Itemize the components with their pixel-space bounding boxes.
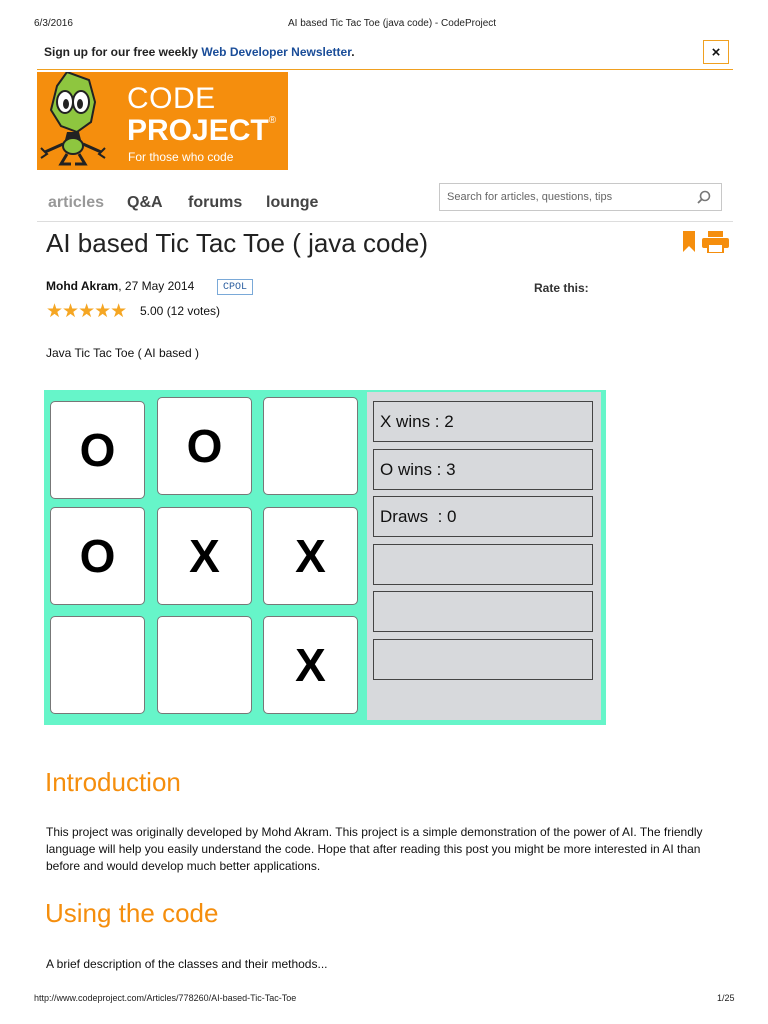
score-panel [367, 392, 601, 720]
score-box [373, 591, 593, 632]
codeproject-logo[interactable] [37, 72, 288, 170]
nav-divider [37, 221, 733, 222]
article-title: AI based Tic Tac Toe ( java code) [46, 228, 429, 258]
search-icon[interactable] [697, 190, 711, 204]
score-box: Draws : 0 [373, 496, 593, 537]
rate-label: Rate this: [534, 281, 589, 295]
board-cell [263, 397, 358, 495]
newsletter-link[interactable]: Web Developer Newsletter [201, 45, 352, 59]
score-box: O wins : 3 [373, 449, 593, 490]
print-page: 1/25 [717, 993, 735, 1003]
print-url: http://www.codeproject.com/Articles/778260/AI-based-Tic-Tac-Toe [34, 993, 297, 1003]
logo-registered: ® [268, 115, 277, 126]
rating-value: 5.00 (12 votes) [140, 304, 221, 318]
print-title: AI based Tic Tac Toe (java code) - CodeProject [288, 18, 497, 29]
logo-project-text: PROJECT [127, 114, 269, 147]
header-divider [37, 69, 733, 70]
search-input[interactable] [447, 191, 687, 203]
board-cell: O [50, 401, 145, 499]
nav-qa[interactable]: Q&A [127, 194, 163, 211]
board-cell: O [157, 397, 252, 495]
print-icon[interactable] [702, 231, 729, 253]
tictactoe-screenshot [44, 390, 606, 725]
close-icon: × [711, 43, 721, 61]
board-cell [157, 616, 252, 714]
score-box: X wins : 2 [373, 401, 593, 442]
nav-articles[interactable]: articles [48, 194, 105, 211]
close-newsletter-button[interactable] [703, 40, 729, 64]
intro-heading: Introduction [45, 767, 181, 797]
nav-forums[interactable]: forums [188, 194, 243, 211]
newsletter-banner [44, 45, 355, 59]
bookmark-icon[interactable] [682, 231, 696, 253]
board-cell: O [50, 507, 145, 605]
logo-project [127, 116, 276, 146]
board-cell: X [263, 616, 358, 714]
nav-lounge[interactable]: lounge [266, 194, 319, 211]
article-date: , 27 May 2014 [118, 279, 195, 293]
article-subtitle: Java Tic Tac Toe ( AI based ) [46, 346, 199, 360]
bob-mascot-icon [37, 72, 117, 170]
logo-tagline: For those who code [128, 150, 234, 164]
author-name[interactable]: Mohd Akram [46, 279, 119, 293]
using-paragraph: A brief description of the classes and their methods... [46, 957, 328, 971]
board-cell [50, 616, 145, 714]
using-heading: Using the code [45, 898, 219, 928]
article-byline [46, 279, 194, 293]
newsletter-suffix: . [351, 45, 355, 59]
board-cell: X [263, 507, 358, 605]
rating-stars: ★★★★★ [46, 301, 127, 322]
print-date: 6/3/2016 [34, 18, 73, 29]
board-cell: X [157, 507, 252, 605]
score-box [373, 544, 593, 585]
logo-code: CODE [127, 82, 216, 115]
search-box [439, 183, 722, 211]
intro-paragraph: This project was originally developed by Mohd Akram. This project is a simple demonstration of the power of AI. The friendly language will help you easily understand the code. Hope that after reading this post you might be more interested in AI than before and would develop much better applications. [46, 825, 703, 873]
newsletter-text: Sign up for our free weekly [44, 45, 202, 59]
score-box [373, 639, 593, 680]
license-badge[interactable]: CPOL [217, 279, 253, 295]
